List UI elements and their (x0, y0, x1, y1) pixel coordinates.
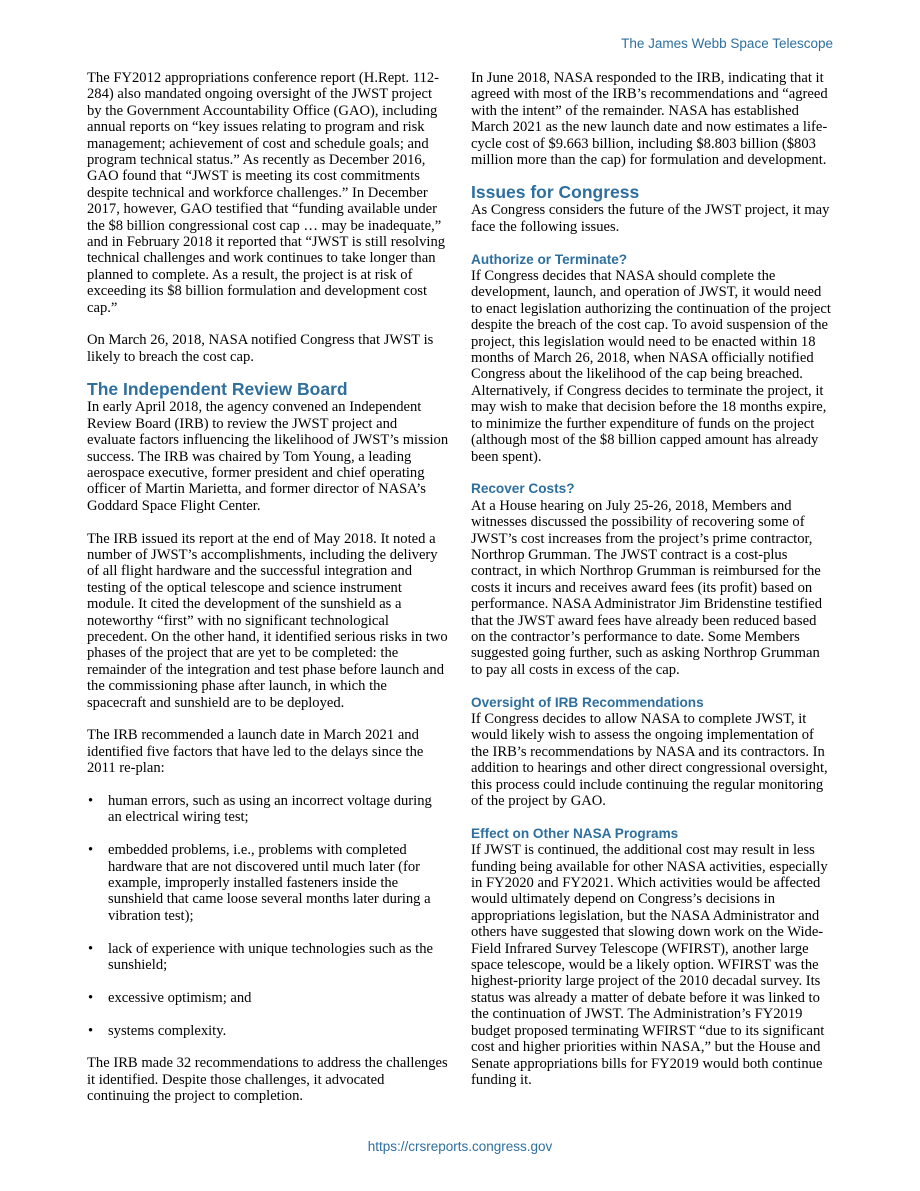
left-column (87, 70, 449, 1105)
list-item: • systems complexity. (87, 1023, 449, 1039)
subheading-oversight-of-irb-recommendations: Oversight of IRB Recommendations (471, 694, 704, 710)
paragraph-effect-on-other-programs: If JWST is continued, the additional cost may result in less funding being available for other NASA activities, especially in FY2020 and FY2021. Which activities would be affected would ultimately depend on Congress’s decisions in appropriations legislation, but the NASA Administrator and others have suggested that slowing down work on the Wide-Field Infrared Survey Telescope (WFIRST), another large space telescope, would be a likely option. WFIRST was the highest-priority large project of the 2010 decadal survey. Its status was already a matter of debate before it was linked to the continuation of JWST. The Administration’s FY2019 budget proposed terminating WFIRST “due to its significant cost and higher priorities within NASA,” but the House and Senate appropriations bills for FY2019 would both continue funding it. (471, 842, 828, 1088)
list-item: • embedded problems, i.e., problems with completed hardware that are not discovered until much later (for example, improperly installed fasteners inside the sunshield that came loose several months later during a vibration test); (87, 842, 449, 924)
list-item: • excessive optimism; and (87, 990, 449, 1006)
paragraph-recover-costs: At a House hearing on July 25-26, 2018, Members and witnesses discussed the possibility of recovering some of JWST’s cost increases from the project’s prime contractor, Northrop Grumman. The JWST contract is a cost-plus contract, in which Northrop Grumman is reimbursed for the costs it incurs and receives award fees (its profit) based on performance. NASA Administrator Jim Bridenstine testified that the JWST award fees have already been reduced based on the contractor’s performance to date. Some Members suggested going further, such as asking Northrop Grumman to pay all costs in excess of the cap. (471, 497, 822, 678)
paragraph-nasa-notification: On March 26, 2018, NASA notified Congress that JWST is likely to breach the cost cap. (87, 332, 434, 365)
running-header-title: The James Webb Space Telescope (621, 36, 833, 51)
subheading-authorize-or-terminate: Authorize or Terminate? (471, 251, 628, 267)
right-column (471, 70, 834, 1088)
paragraph-authorize-or-terminate: If Congress decides that NASA should complete the development, launch, and operation of JWST, it would need to enact legislation authorizing the continuation of the project despite the breach of the cost cap. To avoid suspension of the project, this legislation would need to be enacted within 18 months of March 26, 2018, when NASA officially notified Congress about the likelihood of the cap being breached. Alternatively, if Congress decides to terminate the project, it may wish to make that decision before the 18 months expire, to minimize the further expenditure of funds on the project (although most of the $8 billion capped amount has already been spent). (471, 268, 831, 465)
paragraph-issues-intro: As Congress considers the future of the JWST project, it may face the following issues. (471, 202, 830, 235)
subheading-recover-costs: Recover Costs? (471, 481, 575, 497)
paragraph-nasa-response: In June 2018, NASA responded to the IRB, indicating that it agreed with most of the IRB’s recommendations and “agreed with the intent” of the remainder. NASA has established March 2021 as the new launch date and now estimates a life-cycle cost of $9.663 billion, including $8.803 billion ($803 million more than the cap) for formulation and development. (471, 70, 828, 169)
heading-issues-for-congress: Issues for Congress (471, 182, 640, 203)
list-item: • lack of experience with unique technologies such as the sunshield; (87, 941, 449, 974)
subheading-effect-on-other-programs: Effect on Other NASA Programs (471, 825, 679, 841)
paragraph-irb-convened: In early April 2018, the agency convened an Independent Review Board (IRB) to review the JWST project and evaluate factors influencing the likelihood of JWST’s mission success. The IRB was chaired by Tom Young, a leading aerospace executive, former president and chief operating officer of Martin Marietta, and former director of NASA’s Goddard Space Flight Center. (87, 399, 449, 514)
heading-independent-review-board: The Independent Review Board (87, 379, 348, 400)
list-item: • human errors, such as using an incorrect voltage during an electrical wiring test; (87, 793, 449, 826)
paragraph-gao-oversight: The FY2012 appropriations conference report (H.Rept. 112-284) also mandated ongoing oversight of the JWST project by the Government Accountability Office (GAO), including annual reports on “key issues relating to program and risk management; achievement of cost and schedule goals; and program technical status.” As recently as December 2016, GAO found that “JWST is meeting its cost commitments despite technical and workforce challenges.” In December 2017, however, GAO testified that “funding available under the $8 billion congressional cost cap … may be inadequate,” and in February 2018 it reported that “JWST is still resolving technical challenges and work continues to take longer than planned to complete. As a result, the project is at risk of exceeding its $8 billion formulation and development cost cap.” (87, 70, 446, 316)
delay-factors-list (87, 793, 449, 1039)
paragraph-irb-recommendation: The IRB recommended a launch date in March 2021 and identified five factors that have led to the delays since the 2011 re-plan: (87, 727, 424, 777)
paragraph-irb-report: The IRB issued its report at the end of May 2018. It noted a number of JWST’s accomplishments, including the delivery of all flight hardware and the successful integration and testing of the optical telescope and science instrument module. It cited the development of the sunshield as a noteworthy “first” with no significant technological precedent. On the other hand, it identified serious risks in two phases of the project that are yet to be completed: the remainder of the integration and test phase before launch and the commissioning phase after launch, in which the spacecraft and sunshield are to be deployed. (87, 530, 448, 711)
paragraph-irb-32-recommendations: The IRB made 32 recommendations to address the challenges it identified. Despite those challenges, it advocated continuing the project to completion. (87, 1055, 448, 1105)
paragraph-oversight: If Congress decides to allow NASA to complete JWST, it would likely wish to assess the ongoing implementation of the IRB’s recommendations by NASA and its contractors. In addition to hearings and other direct congressional oversight, this process could include continuing the regular monitoring of the project by GAO. (471, 710, 828, 810)
footer-url-link[interactable]: https://crsreports.congress.gov (367, 1139, 553, 1154)
